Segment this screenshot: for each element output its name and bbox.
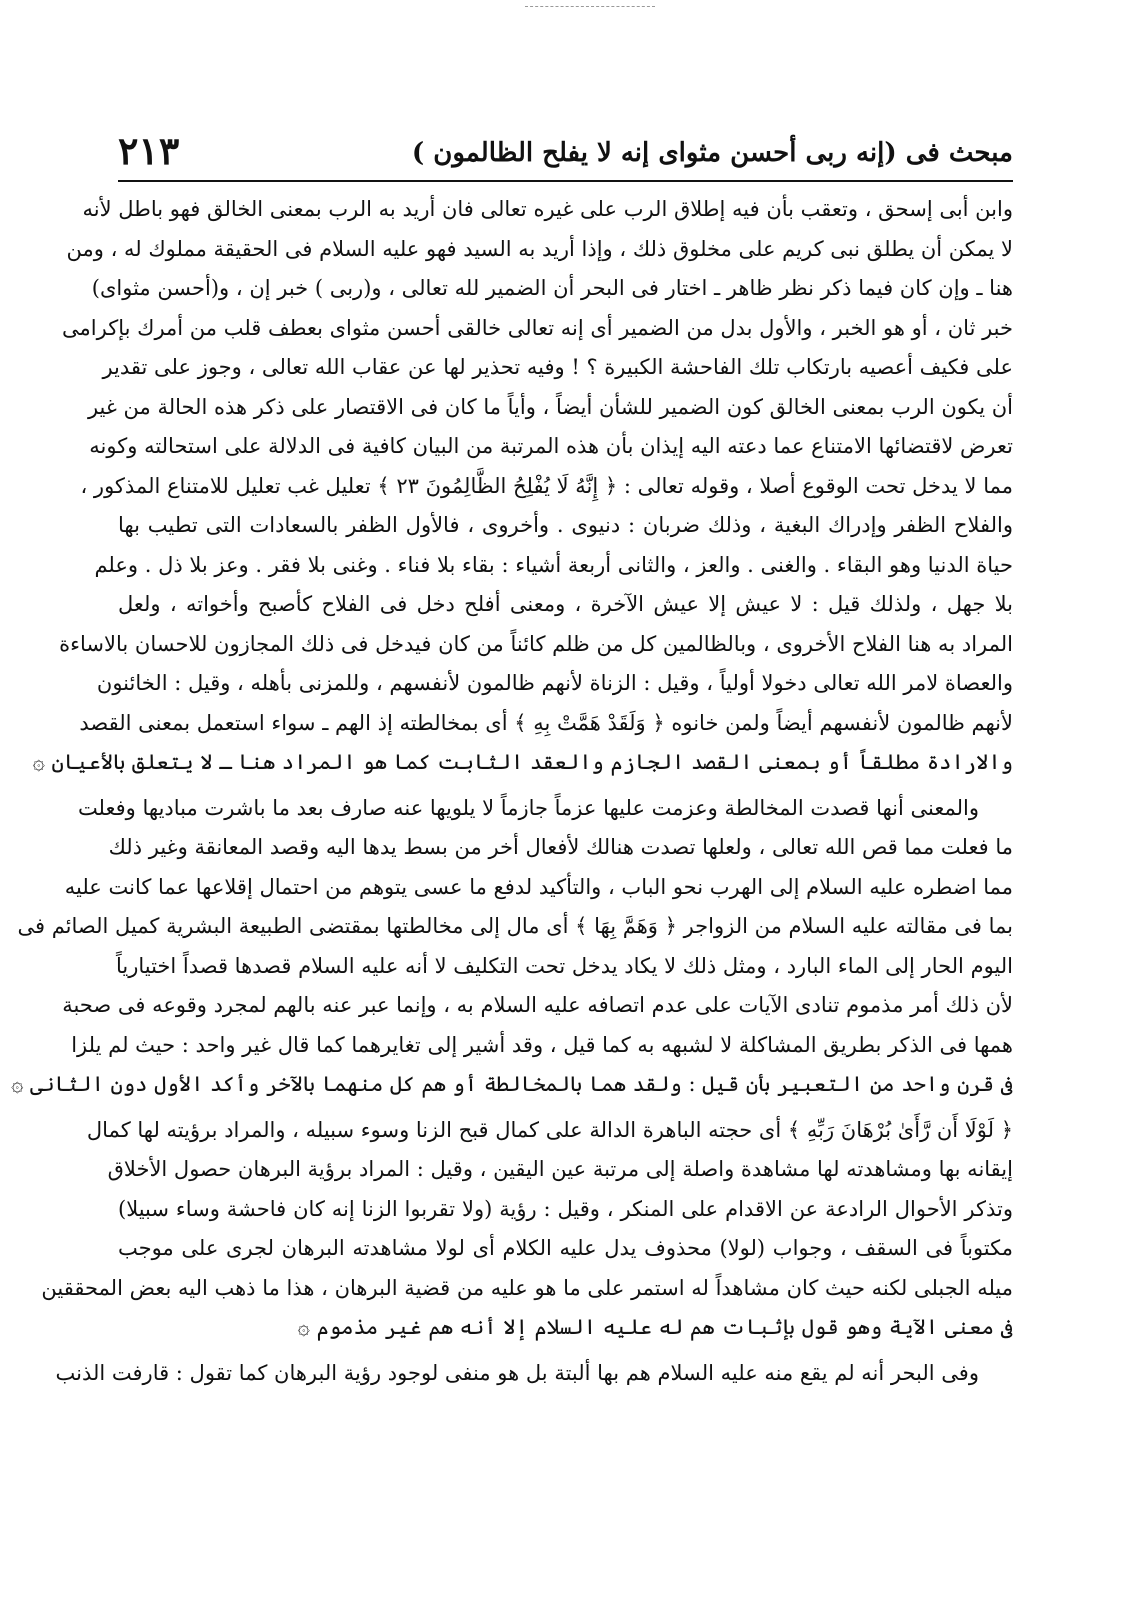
text-line: بلا جهل ، ولذلك قيل : لا عيش إلا عيش الآخرة ، ومعنى أفلح دخل فى الفلاح كأصبح وأخواته ، ولعل — [118, 592, 1013, 616]
paragraph — [11, 789, 1013, 1105]
text-line: أن يكون الرب بمعنى الخالق كون الضمير للشأن أيضاً ، وأياً ما كان فى الاقتصار على ذكر هذه الحالة من غير — [87, 394, 1013, 419]
text-line: ﴿ لَوْلَا أَن رَّأَىٰ بُرْهَانَ رَبِّهِ ﴾ أى حجته الباهرة الدالة على كمال قبح الزنا وسوء سبيله ، والمراد برؤيته لها كمال — [86, 1117, 1013, 1142]
text-line: ما فعلت مما قص الله تعالى ، ولعلها تصدت هنالك لأفعال أخر من بسط يدها اليه وقصد المعانقة وغير ذلك — [108, 835, 1013, 859]
text-line: فى قرن واحد من التعبير بأن قيل : ولقد هما بالمخالطة أو هم كل منهما بالآخر وأكد الأول دون الثانى ۞ — [11, 1072, 1013, 1096]
text-line: وفى البحر أنه لم يقع منه عليه السلام هم بها ألبتة بل هو منفى لوجود رؤية البرهان كما تقول : قارفت الذنب — [55, 1360, 979, 1385]
page-body — [11, 190, 1013, 1610]
text-line: والفلاح الظفر وإدراك البغية ، وذلك ضربان : دنيوى . وأخروى ، فالأول الظفر بالسعادات التى تطيب بها — [118, 513, 1013, 537]
text-line: حياة الدنيا وهو البقاء . والغنى . والعز ، والثانى أربعة أشياء : بقاء بلا فناء . وغنى بلا فقر . وعز بلا ذل . وعلم — [94, 552, 1013, 577]
text-line: بما فى مقالته عليه السلام من الزواجر ﴿ وَهَمَّ بِهَا ﴾ أى مال إلى مخالطتها بمقتضى الطبيعة البشرية كميل الصائم فى — [17, 914, 1013, 938]
text-line: لأن ذلك أمر مذموم تنادى الآيات على عدم اتصافه عليه السلام به ، وإنما عبر عنه بالهم لمجرد وقوعه فى صحبة — [62, 993, 1013, 1017]
text-line: ميله الجبلى لكنه حيث كان مشاهداً له استمر على ما هو عليه من قضية البرهان ، هذا ما ذهب اليه بعض المحققين — [41, 1275, 1013, 1300]
header-rule — [118, 180, 1013, 182]
paragraph — [41, 1111, 1013, 1348]
text-line: والمعنى أنها قصدت المخالطة وعزمت عليها عزماً جازماً لا يلويها عنه صارف بعد ما باشرت مباديها وفعلت — [77, 795, 979, 820]
text-line: وابن أبى إسحق ، وتعقب بأن فيه إطلاق الرب على غيره تعالى فان أريد به الرب بمعنى الخالق فهو باطل لأنه — [82, 197, 1013, 221]
text-line: خبر ثان ، أو هو الخبر ، والأول بدل من الضمير أى إنه تعالى خالقى أحسن مثواى بعطف قلب من أمرك بإكرامى — [62, 315, 1013, 340]
text-line: فى معنى الآية وهو قول بإثبات هم له عليه السلام إلا أنه هم غير مذموم ۞ — [297, 1315, 1013, 1339]
text-line: المراد به هنا الفلاح الأخروى ، وبالظالمين كل من ظلم كائناً من كان فيدخل فى ذلك المجازون للاحسان بالاساءة — [59, 631, 1013, 656]
paragraph — [55, 1354, 1013, 1394]
text-line: والارادة مطلقاً أو بمعنى القصد الجازم والعقد الثابت كما هو المراد هنا ـ لا يتعلق بالأعيان ۞ — [32, 750, 1013, 774]
text-line: وتذكر الأحوال الرادعة عن الاقدام على المنكر ، وقيل : رؤية (ولا تقربوا الزنا إنه كان فاحشة وساء سبيلا) — [118, 1196, 1013, 1221]
page-header — [118, 128, 1013, 176]
text-line: لا يمكن أن يطلق نبى كريم على مخلوق ذلك ، وإذا أريد به السيد فهو عليه السلام فى الحقيقة مملوك له ، ومن — [66, 236, 1013, 261]
running-title: مبحث فى (إنه ربى أحسن مثواى إنه لا يفلح الظالمون ) — [411, 138, 1013, 168]
text-line: همها فى الذكر بطريق المشاكلة لا لشبهه به كما قيل ، وقد أشير إلى تغايرهما كما قال غير واحد : حيث لم يلزا — [71, 1032, 1013, 1057]
paragraph — [32, 190, 1013, 783]
text-line: مما اضطره عليه السلام إلى الهرب نحو الباب ، والتأكيد لدفع ما عسى يتوهم من احتمال إقلاعها عما كانت عليه — [64, 874, 1013, 899]
page-number: ٢١٣ — [118, 128, 180, 173]
text-line: على فكيف أعصيه بارتكاب تلك الفاحشة الكبيرة ؟ ! وفيه تحذير لها عن عقاب الله تعالى ، وجوز على تقدير — [102, 355, 1013, 379]
text-line: اليوم الحار إلى الماء البارد ، ومثل ذلك لا يكاد يدخل تحت التكليف لا أنه عليه السلام قصدها قصداً اختيارياً — [115, 953, 1013, 978]
text-line: لأنهم ظالمون لأنفسهم أيضاً ولمن خانوه ﴿ وَلَقَدْ هَمَّتْ بِهِ ﴾ أى بمخالطته إذ الهم ـ سواء استعمل بمعنى القصد — [79, 710, 1013, 735]
text-line: مما لا يدخل تحت الوقوع أصلا ، وقوله تعالى : ﴿ إِنَّهُ لَا يُفْلِحُ الظَّالِمُونَ ٢٣ ﴾ تعليل غب تعليل للامتناع المذكور ، — [80, 473, 1013, 498]
text-line: هنا ـ وإن كان فيما ذكر نظر ظاهر ـ اختار فى البحر أن الضمير لله تعالى ، و(ربى ) خبر إن ، و(أحسن مثواى) — [91, 276, 1013, 300]
text-line: مكتوباً فى السقف ، وجواب (لولا) محذوف يدل عليه الكلام أى لولا مشاهدته البرهان لجرى على موجب — [118, 1236, 1013, 1260]
text-line: إيقانه بها ومشاهدته لها مشاهدة واصلة إلى مرتبة عين اليقين ، وقيل : المراد برؤية البرهان حصول الأخلاق — [107, 1157, 1013, 1181]
top-scan-marks — [525, 6, 655, 11]
text-line: تعرض لاقتضائها الامتناع عما دعته اليه إيذان بأن هذه المرتبة من البيان كافية فى الدلالة على استحالته وكونه — [89, 434, 1013, 458]
text-line: والعصاة لامر الله تعالى دخولا أولياً ، وقيل : الزناة لأنهم ظالمون لأنفسهم ، وللمزنى بأهله ، وقيل : الخائنون — [96, 671, 1013, 695]
